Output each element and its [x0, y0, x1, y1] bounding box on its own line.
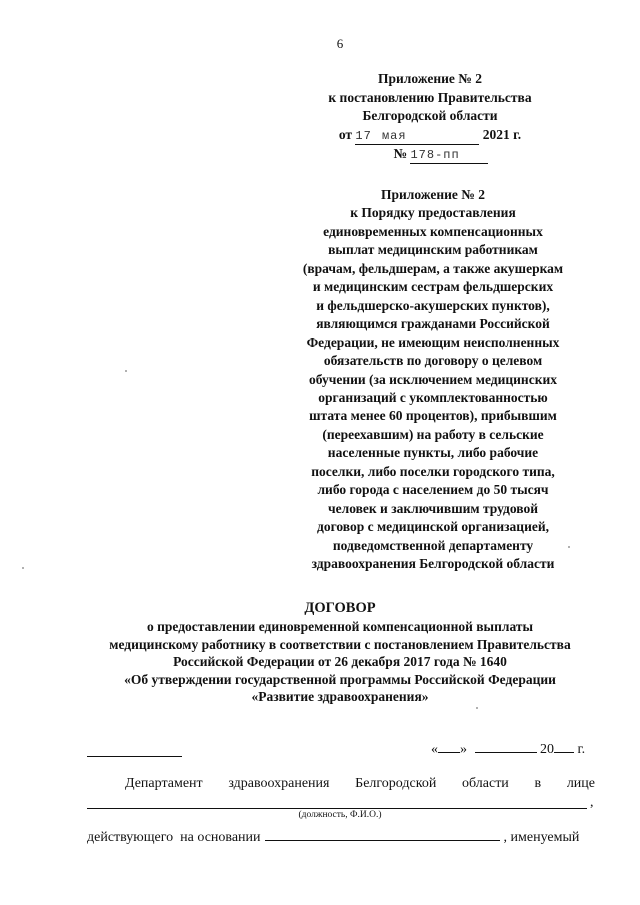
- number-field: [410, 146, 488, 164]
- dept-word: в: [534, 776, 542, 791]
- dept-word: Департамент: [125, 776, 203, 791]
- scan-speck: [476, 707, 478, 709]
- appendix-order-line: (врачам, фельдшерам, а также акушеркам: [302, 260, 564, 276]
- appendix-order-line: договор с медицинской организацией,: [316, 519, 549, 535]
- appendix-order-line: подведомственной департаменту: [332, 537, 534, 553]
- contract-subtitle-line: «Развитие здравоохранения»: [251, 689, 429, 705]
- year-blank: [554, 752, 574, 753]
- contract-subtitle: [70, 618, 610, 706]
- appendix-order-line: штата менее 60 процентов), прибывшим: [309, 408, 557, 424]
- date-month: мая: [381, 128, 407, 143]
- basis-prefix: действующего на основании: [87, 830, 261, 845]
- contract-subtitle-line: «Об утверждении государственной программы Российской Федерации: [124, 671, 556, 687]
- appendix-header: [300, 70, 560, 164]
- appendix-order-title: Приложение № 2: [381, 187, 485, 202]
- date-open-quote: «: [431, 742, 438, 757]
- appendix-order-line: населенные пункты, либо рабочие: [327, 445, 539, 461]
- basis-suffix: , именуемый: [503, 830, 580, 845]
- date-field: [355, 127, 479, 145]
- appendix-order-line: к Порядку предоставления: [350, 205, 516, 221]
- appendix-order-line: и медицинским сестрам фельдшерских: [312, 279, 554, 295]
- fio-comma: ,: [590, 795, 594, 810]
- scan-speck: [125, 370, 127, 372]
- appendix-order-line: единовременных компенсационных: [323, 223, 543, 239]
- dept-word: лице: [566, 776, 595, 791]
- date-century: 20: [540, 742, 554, 757]
- appendix-order-line: поселки, либо поселки городского типа,: [311, 463, 555, 479]
- contract-subtitle-line: медицинскому работнику в соответствии с постановлением Правительства: [109, 636, 571, 652]
- appendix-order-line: организаций с укомплектованностью: [318, 389, 548, 405]
- scan-speck: [568, 546, 570, 548]
- month-blank: [475, 752, 537, 753]
- dept-word: Белгородской: [355, 776, 437, 791]
- appendix-header-line: Белгородской области: [362, 108, 498, 124]
- page-number: 6: [336, 36, 344, 51]
- date-day: 17: [355, 128, 372, 143]
- appendix-order-line: (переехавшим) на работу в сельские: [322, 426, 544, 442]
- position-fio-blank: [87, 808, 587, 809]
- appendix-order-line: являющимся гражданами Российской: [316, 316, 550, 332]
- scan-speck: [22, 567, 24, 569]
- appendix-header-number: [300, 145, 560, 164]
- appendix-order-line: Федерации, не имеющим неисполненных: [306, 334, 560, 350]
- contract-date: [431, 742, 585, 758]
- contract-subtitle-line: о предоставлении единовременной компенсационной выплаты: [146, 619, 534, 634]
- date-close-quote: »: [460, 742, 467, 757]
- date-year: 2021 г.: [482, 126, 522, 142]
- dept-word: области: [462, 776, 509, 791]
- contract-title: ДОГОВОР: [304, 600, 376, 616]
- appendix-order-line: обучении (за исключением медицинских: [309, 371, 557, 387]
- appendix-order-line: обязательств по договору о целевом: [323, 353, 543, 369]
- day-blank: [438, 752, 460, 753]
- appendix-order-line: человек и заключившим трудовой: [328, 500, 538, 516]
- dept-word: здравоохранения: [228, 776, 330, 791]
- number-prefix: №: [393, 145, 408, 161]
- appendix-order-line: здравоохранения Белгородской области: [311, 556, 555, 572]
- appendix-order-line: выплат медицинским работникам: [328, 242, 538, 258]
- appendix-header-line: к постановлению Правительства: [328, 89, 532, 105]
- place-blank: [87, 756, 182, 757]
- position-fio-caption: (должность, Ф.И.О.): [298, 810, 382, 820]
- appendix-order-line: и фельдшерско-акушерских пунктов),: [316, 297, 550, 313]
- contract-subtitle-line: Российской Федерации от 26 декабря 2017 года № 1640: [173, 654, 507, 670]
- appendix-header-title: Приложение № 2: [378, 71, 482, 86]
- appendix-header-date: [300, 126, 560, 145]
- appendix-order-line: либо города с населением до 50 тысяч: [317, 482, 549, 498]
- basis-row: [87, 826, 602, 846]
- date-prefix: от: [338, 126, 353, 142]
- appendix-order: [268, 186, 598, 574]
- basis-blank: [265, 826, 500, 841]
- department-row: [125, 776, 595, 792]
- date-suffix: г.: [577, 742, 586, 757]
- number-value: 178-пп: [410, 147, 460, 162]
